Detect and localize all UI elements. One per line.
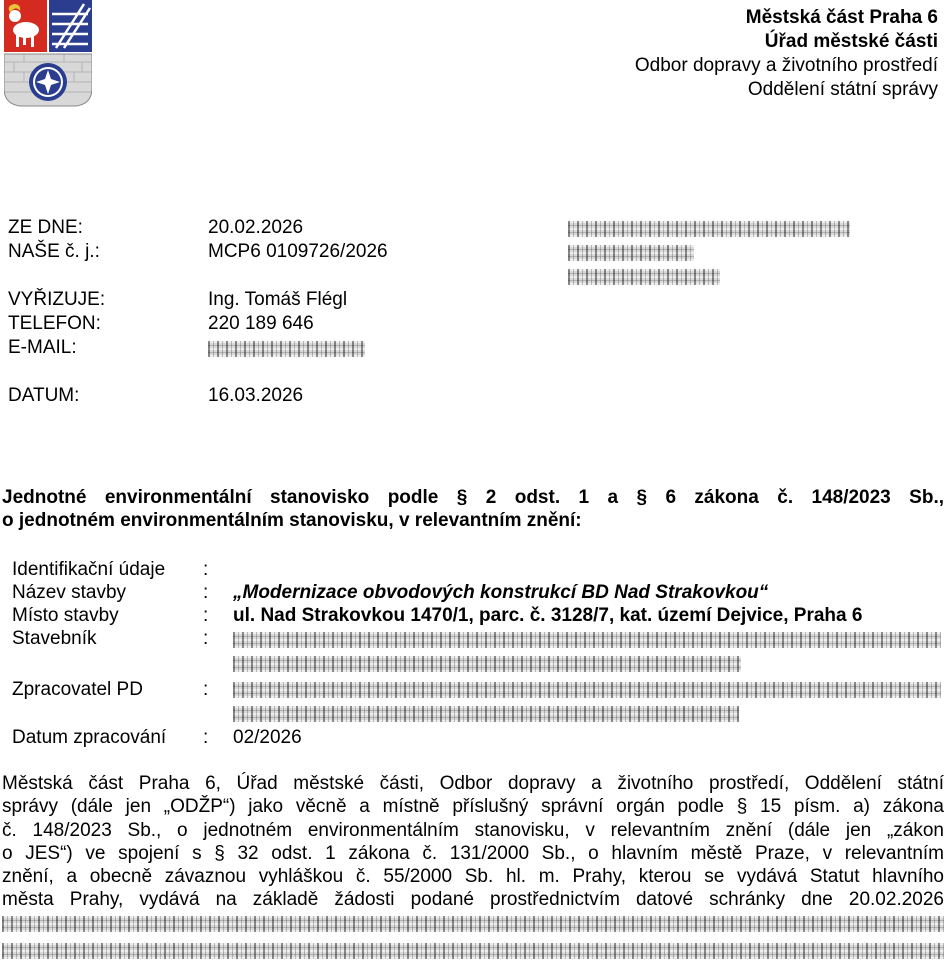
- id-colon: :: [203, 628, 209, 649]
- office-division: Oddělení státní správy: [747, 79, 938, 100]
- body-line-text: města Prahy, vydává na základě žádosti podané prostřednictvím datové schránky dne 20.02.2026: [2, 889, 944, 911]
- datum-label: DATUM:: [8, 385, 80, 406]
- id-colon: :: [203, 582, 209, 603]
- body-line: [2, 865, 944, 888]
- vyrizuje-value: Ing. Tomáš Flégl: [208, 289, 348, 310]
- datum-value: 16.03.2026: [208, 385, 304, 406]
- body-line: [2, 842, 944, 865]
- nazev-label: Název stavby: [12, 582, 127, 603]
- body-line-text: znění, a obecně závaznou vyhláškou č. 55/2000 Sb. hl. m. Prahy, kterou se vydává Statut hlavního: [2, 866, 944, 888]
- id-colon: :: [203, 679, 209, 700]
- misto-value: ul. Nad Strakovkou 1470/1, parc. č. 3128/7, kat. území Dejvice, Praha 6: [233, 605, 863, 626]
- body-line: [2, 819, 944, 842]
- datum-zpracovani-label: Datum zpracování: [12, 727, 167, 748]
- body-line: [2, 888, 944, 911]
- recipient-line-3: [568, 269, 720, 285]
- office-department: Odbor dopravy a životního prostředí: [634, 55, 938, 76]
- recipient-line-2: [568, 245, 694, 261]
- id-colon: :: [203, 727, 209, 748]
- body-line-text: správy (dále jen „ODŽP“) jako věcně a místně příslušný správní orgán podle § 15 písm. a) zákona: [2, 796, 944, 818]
- office-header: [635, 6, 938, 102]
- email-label: E-MAIL:: [8, 337, 77, 358]
- office-authority: Úřad městské části: [764, 31, 938, 52]
- misto-label: Místo stavby: [12, 605, 119, 626]
- stavebnik-label: Stavebník: [12, 628, 97, 649]
- body-line: [2, 795, 944, 818]
- stavebnik-redacted-line-2: [233, 656, 741, 672]
- document-meta: [8, 216, 428, 416]
- vyrizuje-label: VYŘIZUJE:: [8, 289, 106, 310]
- id-colon: :: [203, 605, 209, 626]
- document-title: [2, 486, 944, 532]
- recipient-line-1: [568, 221, 850, 237]
- body-line-text: o JES“) ve spojení s § 32 odst. 1 zákona č. 131/2000 Sb., o hlavním městě Praze, v relevantním: [2, 842, 944, 864]
- identification-table: [0, 558, 946, 753]
- body-redacted-line-1: [2, 916, 944, 932]
- body-line-text: Městská část Praha 6, Úřad městské části, Odbor dopravy a životního prostředí, Oddělení státní: [2, 773, 944, 794]
- crest-icon: [4, 0, 92, 108]
- title-line-2: o jednotném environmentálním stanovisku, v relevantním znění:: [2, 510, 582, 531]
- nase-cj-value: MCP6 0109726/2026: [208, 241, 388, 262]
- zpracovatel-redacted-line-1: [233, 682, 941, 698]
- body-paragraph: [2, 772, 944, 912]
- office-municipality: Městská část Praha 6: [745, 7, 938, 28]
- id-header-label: Identifikační údaje: [12, 559, 166, 580]
- nazev-value: „Modernizace obvodových konstrukcí BD Nad Strakovkou“: [233, 582, 769, 603]
- body-redacted-line-2: [2, 943, 944, 959]
- body-line-text: č. 148/2023 Sb., o jednotném environmentálním stanovisku, v relevantním znění (dále jen „zákon: [2, 819, 944, 841]
- datum-zpracovani-value: 02/2026: [233, 727, 302, 748]
- recipient-address-redacted: [568, 221, 858, 291]
- stavebnik-redacted-line-1: [233, 632, 941, 648]
- title-line-1: Jednotné environmentální stanovisko podle § 2 odst. 1 a § 6 zákona č. 148/2023 Sb.,: [2, 487, 944, 508]
- ze-dne-label: ZE DNE:: [8, 217, 83, 238]
- zpracovatel-label: Zpracovatel PD: [12, 679, 143, 700]
- nase-cj-label: NAŠE č. j.:: [8, 241, 100, 262]
- body-line: [2, 772, 944, 795]
- praha6-crest-logo: [4, 0, 92, 108]
- zpracovatel-redacted-line-2: [233, 706, 739, 722]
- id-colon: :: [203, 559, 209, 580]
- telefon-value: 220 189 646: [208, 313, 314, 334]
- email-redacted: [208, 341, 365, 357]
- ze-dne-value: 20.02.2026: [208, 217, 304, 238]
- telefon-label: TELEFON:: [8, 313, 101, 334]
